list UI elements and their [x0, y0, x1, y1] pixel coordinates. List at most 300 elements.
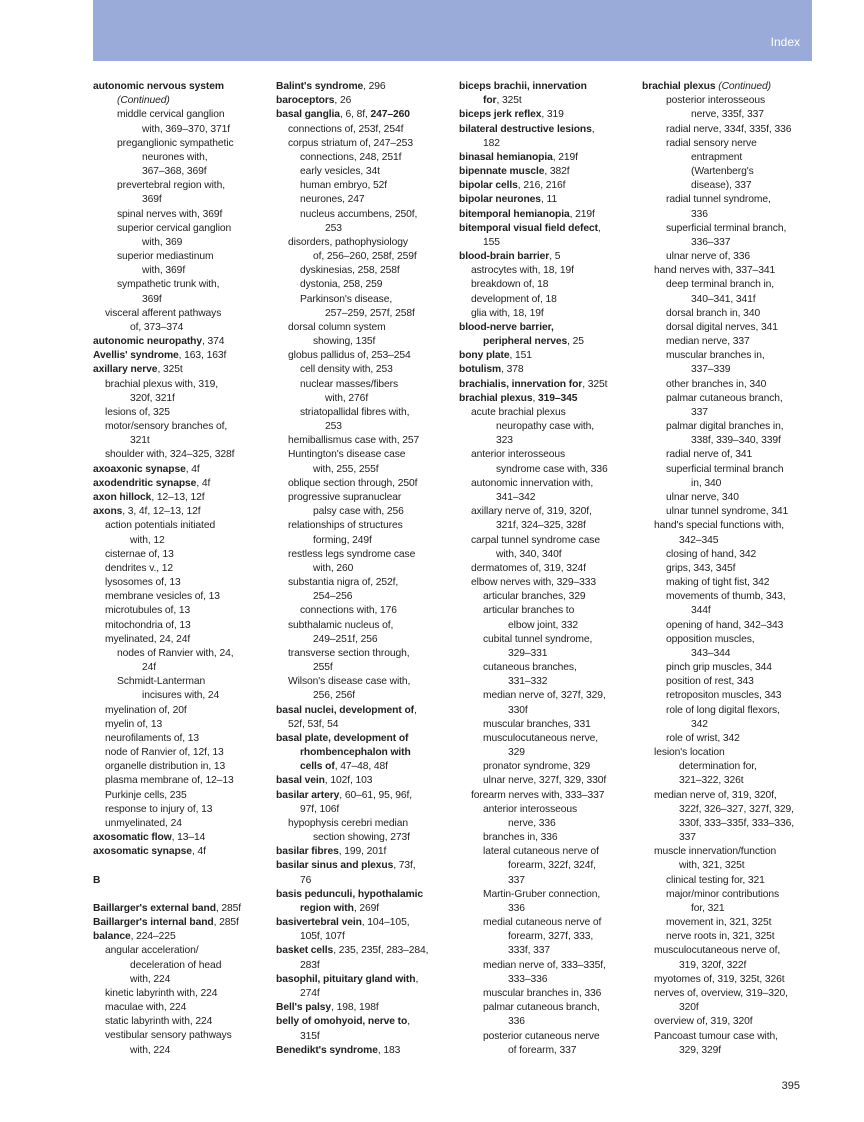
index-entry [459, 363, 635, 377]
index-text: radial tunnel syndrome, [666, 194, 771, 206]
index-entry [93, 363, 269, 377]
index-headword: axodendritic synapse [93, 477, 197, 489]
index-text: unmyelinated, 24 [105, 817, 182, 829]
index-entry [276, 562, 452, 576]
index-text: 182 [483, 137, 500, 149]
index-entry [459, 619, 635, 633]
index-text: with, 276f [325, 392, 369, 404]
index-text: closing of hand, 342 [666, 548, 757, 560]
index-headword: Bell's palsy [276, 1002, 332, 1014]
index-text: maculae with, 224 [105, 1002, 187, 1014]
index-refs: , 163, 163f [178, 350, 227, 362]
index-entry [459, 604, 635, 618]
index-entry [642, 137, 818, 151]
index-entry [276, 179, 452, 193]
index-text: 105f, 107f [300, 931, 345, 943]
index-entry [642, 732, 818, 746]
index-entry [276, 108, 452, 122]
index-entry [276, 491, 452, 505]
index-entry [93, 704, 269, 718]
index-entry [642, 803, 818, 817]
index-refs: , [532, 392, 539, 404]
index-entry [93, 1044, 269, 1058]
index-text: 369f [142, 194, 162, 206]
index-text: 333f, 337 [508, 945, 551, 957]
index-text: grips, 343, 345f [666, 562, 736, 574]
index-text: 331–332 [508, 676, 548, 688]
index-refs: , 151 [509, 350, 532, 362]
index-entry [276, 151, 452, 165]
index-refs: , 183 [377, 1044, 401, 1056]
index-entry [93, 789, 269, 803]
index-text: neuropathy case with, [496, 421, 595, 433]
index-entry [276, 874, 452, 888]
index-entry [93, 165, 269, 179]
index-entry [276, 704, 452, 718]
index-entry [276, 803, 452, 817]
index-refs: , 325t [582, 378, 608, 390]
index-entry [642, 420, 818, 434]
index-entry [276, 647, 452, 661]
index-entry [93, 817, 269, 831]
index-spacer [93, 859, 269, 873]
index-entry [276, 293, 452, 307]
index-text: superior mediastinum [117, 251, 214, 263]
index-headword: rhombencephalon with [300, 747, 411, 759]
index-entry [93, 959, 269, 973]
index-refs: , [591, 123, 595, 135]
index-text: 315f [300, 1030, 320, 1042]
index-entry [93, 987, 269, 1001]
index-entry [459, 208, 635, 222]
index-entry [93, 108, 269, 122]
index-text: disease), 337 [691, 180, 752, 192]
index-entry [642, 746, 818, 760]
index-entry [276, 590, 452, 604]
index-text: nerve, 336 [508, 817, 556, 829]
index-text: Pancoast tumour case with, [654, 1030, 778, 1042]
index-entry [459, 930, 635, 944]
index-refs: , [415, 973, 419, 985]
index-entry [642, 80, 818, 94]
index-headword: baroceptors [276, 95, 335, 107]
index-refs: , 199, 201f [338, 846, 387, 858]
index-entry [459, 944, 635, 958]
index-text: with, 340, 340f [496, 548, 562, 560]
index-text: with, 224 [130, 1044, 171, 1056]
index-entry [642, 675, 818, 689]
index-entry [459, 959, 635, 973]
index-entry [276, 789, 452, 803]
index-entry [276, 548, 452, 562]
index-entry [276, 463, 452, 477]
index-entry [642, 505, 818, 519]
index-refs: , 198, 198f [331, 1002, 379, 1014]
index-entry [642, 604, 818, 618]
index-text: dendrites v., 12 [105, 562, 174, 574]
index-entry [276, 392, 452, 406]
index-text: with, 369 [142, 236, 183, 248]
index-entry [276, 278, 452, 292]
index-text: restless legs syndrome case [288, 548, 416, 560]
index-entry [276, 236, 452, 250]
index-headword: basilar artery [276, 789, 340, 801]
index-refs: , 60–61, 95, 96f, [339, 789, 413, 801]
index-text: radial nerve of, 341 [666, 449, 753, 461]
index-entry [276, 576, 452, 590]
index-text: globus pallidus of, 253–254 [288, 350, 411, 362]
index-text: 329, 329f [679, 1044, 722, 1056]
index-text: acute brachial plexus [471, 406, 566, 418]
index-entry [642, 335, 818, 349]
index-text: nerve roots in, 321, 325t [666, 931, 775, 943]
index-text: response to injury of, 13 [105, 803, 213, 815]
index-entry [93, 94, 269, 108]
index-entry [276, 859, 452, 873]
index-text: early vesicles, 34t [300, 166, 380, 178]
index-text: making of tight fist, 342 [666, 577, 770, 589]
index-text: visceral afferent pathways [105, 307, 222, 319]
index-entry [93, 576, 269, 590]
index-text: palmar cutaneous branch, [666, 392, 783, 404]
index-text: myelin of, 13 [105, 718, 163, 730]
index-text: Purkinje cells, 235 [105, 789, 187, 801]
index-refs: , 378 [501, 364, 524, 376]
index-refs: , 12–13, 12f [151, 491, 205, 503]
index-text: 341–342 [496, 491, 536, 503]
index-entry [276, 208, 452, 222]
index-text: Huntington's disease case [288, 449, 406, 461]
index-entry [642, 590, 818, 604]
index-text: Schmidt-Lanterman [117, 676, 206, 688]
index-text: 321t [130, 435, 150, 447]
index-entry [459, 222, 635, 236]
index-text: other branches in, 340 [666, 378, 767, 390]
index-entry [93, 463, 269, 477]
index-entry [93, 123, 269, 137]
index-text: 255f [313, 662, 333, 674]
index-text: muscular branches in, 336 [483, 988, 602, 999]
index-text: in, 340 [691, 477, 722, 489]
index-entry [276, 321, 452, 335]
index-entry [642, 789, 818, 803]
index-entry [459, 803, 635, 817]
index-text: branches in, 336 [483, 832, 558, 844]
index-headword: autonomic nervous system [93, 81, 224, 92]
index-entry [459, 746, 635, 760]
index-text: retropositon muscles, 343 [666, 690, 782, 702]
index-text: static labyrinth with, 224 [105, 1016, 213, 1028]
index-text: dyskinesias, 258, 258f [300, 265, 400, 277]
index-refs: , 382f [544, 166, 570, 178]
index-text: opposition muscles, [666, 633, 755, 645]
index-entry [276, 307, 452, 321]
index-text: musculocutaneous nerve, [483, 732, 599, 744]
index-entry [93, 619, 269, 633]
index-text: forearm, 327f, 333, [508, 931, 594, 943]
index-entry [459, 165, 635, 179]
index-text: 367–368, 369f [142, 166, 207, 178]
index-text: superior cervical ganglion [117, 222, 232, 234]
index-entry [276, 137, 452, 151]
index-headword: basal ganglia [276, 109, 340, 121]
index-text: muscular branches, 331 [483, 718, 591, 730]
index-text: ulnar nerve, 327f, 329, 330f [483, 775, 607, 787]
index-text: 257–259, 257f, 258f [325, 307, 415, 319]
index-text: shoulder with, 324–325, 328f [105, 449, 235, 461]
index-text: 337 [691, 406, 708, 418]
index-text: 321–322, 326t [679, 775, 744, 787]
index-entry [459, 831, 635, 845]
index-entry [459, 448, 635, 462]
index-text: 336 [508, 902, 525, 914]
index-entry [642, 930, 818, 944]
index-text: 338f, 339–340, 339f [691, 435, 781, 447]
index-entry [93, 448, 269, 462]
index-main-refs: 319–345 [538, 392, 578, 404]
index-entry [276, 987, 452, 1001]
index-headword: axoaxonic synapse [93, 463, 186, 475]
index-entry [642, 987, 818, 1001]
index-refs: , 104–105, [361, 917, 410, 929]
index-text: 342–345 [679, 534, 719, 546]
index-entry [642, 123, 818, 137]
index-entry [642, 250, 818, 264]
index-text: myelination of, 20f [105, 704, 187, 716]
index-entry [642, 307, 818, 321]
index-text: 283f [300, 959, 320, 971]
index-entry [93, 675, 269, 689]
index-text: section showing, 273f [313, 832, 410, 844]
index-entry [276, 349, 452, 363]
index-entry [93, 647, 269, 661]
index-text: 24f [142, 662, 157, 674]
index-entry [459, 278, 635, 292]
index-text: pronator syndrome, 329 [483, 761, 591, 773]
index-entry [459, 392, 635, 406]
index-entry [276, 519, 452, 533]
index-entry [642, 548, 818, 562]
index-entry [642, 278, 818, 292]
index-entry [93, 222, 269, 236]
index-entry [459, 264, 635, 278]
index-text: hemiballismus case with, 257 [288, 435, 420, 447]
index-entry [93, 944, 269, 958]
index-entry [93, 307, 269, 321]
index-text: middle cervical ganglion [117, 109, 225, 121]
index-text: 253 [325, 421, 342, 433]
index-text: 336–337 [691, 236, 731, 248]
index-text: muscle innervation/function [654, 846, 777, 858]
index-entry [93, 774, 269, 788]
index-text: mitochondria of, 13 [105, 619, 191, 631]
index-headword: region with [300, 902, 354, 914]
index-text: entrapment [691, 151, 743, 163]
index-entry [642, 108, 818, 122]
index-text: Martin-Gruber connection, [483, 888, 601, 900]
index-entry [642, 973, 818, 987]
index-text: 340–341, 341f [691, 293, 756, 305]
index-entry [459, 859, 635, 873]
index-text: node of Ranvier of, 12f, 13 [105, 747, 224, 759]
index-entry [642, 944, 818, 958]
index-text: subthalamic nucleus of, [288, 619, 394, 631]
index-text: brachial plexus with, 319, [105, 378, 219, 390]
index-refs: , 285f [215, 902, 242, 914]
index-text: 337–339 [691, 364, 731, 376]
index-text: astrocytes with, 18, 19f [471, 265, 574, 277]
index-refs: , 319 [541, 109, 564, 121]
index-text: nerve, 335f, 337 [691, 109, 764, 121]
index-refs: , 224–225 [130, 931, 176, 943]
index-entry [459, 1030, 635, 1044]
index-text: neurofilaments of, 13 [105, 732, 200, 744]
index-entry [93, 264, 269, 278]
index-continued: (Continued) [715, 81, 771, 92]
index-entry [642, 165, 818, 179]
index-entry [93, 278, 269, 292]
index-entry [642, 193, 818, 207]
index-entry [642, 264, 818, 278]
index-entry [459, 576, 635, 590]
index-refs: , 374 [201, 336, 225, 348]
index-text: nuclear masses/fibers [300, 378, 399, 390]
index-entry [93, 845, 269, 859]
index-entry [276, 619, 452, 633]
index-headword: autonomic neuropathy [93, 336, 202, 348]
index-text: lateral cutaneous nerve of [483, 846, 599, 858]
index-text: human embryo, 52f [300, 180, 388, 192]
index-headword: Balint's syndrome [276, 81, 364, 92]
index-entry [276, 774, 452, 788]
index-refs: , 235, 235f, 283–284, [333, 945, 429, 957]
index-text: nerves of, overview, 319–320, [654, 988, 788, 999]
index-entry [276, 1015, 452, 1029]
index-text: cisternae of, 13 [105, 548, 174, 560]
index-text: 253 [325, 222, 342, 234]
index-refs: , 5 [549, 251, 561, 263]
index-entry [642, 817, 818, 831]
index-text: movement in, 321, 325t [666, 917, 772, 929]
index-text: oblique section through, 250f [288, 477, 418, 489]
index-entry [93, 137, 269, 151]
index-entry [93, 406, 269, 420]
index-column-3 [459, 80, 635, 1058]
index-entry [642, 363, 818, 377]
index-text: 336 [691, 208, 708, 220]
index-entry [93, 321, 269, 335]
index-entry [93, 718, 269, 732]
index-text: with, 321, 325t [679, 860, 745, 872]
index-headword: basis pedunculi, hypothalamic [276, 888, 424, 900]
index-text: 330f, 333–335f, 333–336, [679, 817, 794, 829]
index-text: median nerve of, 327f, 329, [483, 690, 606, 702]
index-text: major/minor contributions [666, 888, 780, 900]
index-entry [459, 1044, 635, 1058]
index-entry [642, 689, 818, 703]
index-entry [93, 1001, 269, 1015]
index-text: with, 12 [130, 534, 165, 546]
index-text: role of wrist, 342 [666, 732, 740, 744]
index-headword: Baillarger's internal band [93, 917, 214, 929]
index-entry [276, 250, 452, 264]
index-entry [642, 236, 818, 250]
index-text: median nerve, 337 [666, 336, 750, 348]
index-text: disorders, pathophysiology [288, 236, 408, 248]
index-headword: brachialis, innervation for [459, 378, 583, 390]
index-text: 336 [508, 1016, 525, 1028]
index-refs: , 219f [569, 208, 595, 220]
index-refs: , 325t [496, 95, 522, 107]
index-text: palsy case with, 256 [313, 506, 404, 518]
index-text: glia with, 18, 19f [471, 307, 544, 319]
index-text: relationships of structures [288, 520, 403, 532]
index-text: articular branches to [483, 605, 575, 617]
index-text: myelinated, 24, 24f [105, 633, 191, 645]
index-entry [93, 236, 269, 250]
index-text: dystonia, 258, 259 [300, 279, 383, 291]
page-number: 395 [781, 1080, 800, 1092]
index-text: role of long digital flexors, [666, 704, 780, 716]
index-entry [276, 944, 452, 958]
index-entry [93, 902, 269, 916]
index-entry [459, 845, 635, 859]
index-text: forming, 249f [313, 534, 372, 546]
index-entry [93, 293, 269, 307]
index-entry [459, 548, 635, 562]
index-text: dorsal column system [288, 321, 386, 333]
index-text: 322f, 326–327, 327f, 329, [679, 803, 794, 815]
index-entry [276, 1044, 452, 1058]
index-text: with, 255, 255f [313, 463, 379, 475]
index-text: dorsal digital nerves, 341 [666, 321, 778, 333]
index-text: membrane vesicles of, 13 [105, 591, 220, 603]
index-column-4 [642, 80, 818, 1058]
index-text: incisures with, 24 [142, 690, 220, 702]
header-bar [93, 0, 812, 61]
index-entry [276, 448, 452, 462]
index-entry [93, 760, 269, 774]
index-text: 320f [679, 1002, 699, 1014]
index-text: axillary nerve of, 319, 320f, [471, 506, 592, 518]
index-headword: cells of [300, 761, 335, 773]
index-entry [459, 874, 635, 888]
index-entry [459, 505, 635, 519]
index-entry [459, 94, 635, 108]
index-entry [642, 1001, 818, 1015]
index-headword: bilateral destructive lesions [459, 123, 592, 135]
index-headword: brachial plexus [642, 81, 716, 92]
index-headword: bitemporal visual field defect [459, 222, 598, 234]
index-text: 254–256 [313, 591, 353, 603]
index-text: lesions of, 325 [105, 406, 170, 418]
index-text: 333–336 [508, 973, 548, 985]
index-entry [459, 562, 635, 576]
index-entry [459, 193, 635, 207]
index-text: showing, 135f [313, 336, 376, 348]
index-entry [642, 718, 818, 732]
index-text: 274f [300, 988, 320, 999]
index-entry [93, 874, 269, 888]
index-refs: , 325t [157, 364, 183, 376]
index-text: spinal nerves with, 369f [117, 208, 223, 220]
index-entry [642, 619, 818, 633]
index-text: of, 373–374 [130, 321, 184, 333]
index-entry [276, 335, 452, 349]
index-text: sympathetic trunk with, [117, 279, 220, 291]
index-text: movements of thumb, 343, [666, 591, 786, 603]
index-entry [642, 633, 818, 647]
